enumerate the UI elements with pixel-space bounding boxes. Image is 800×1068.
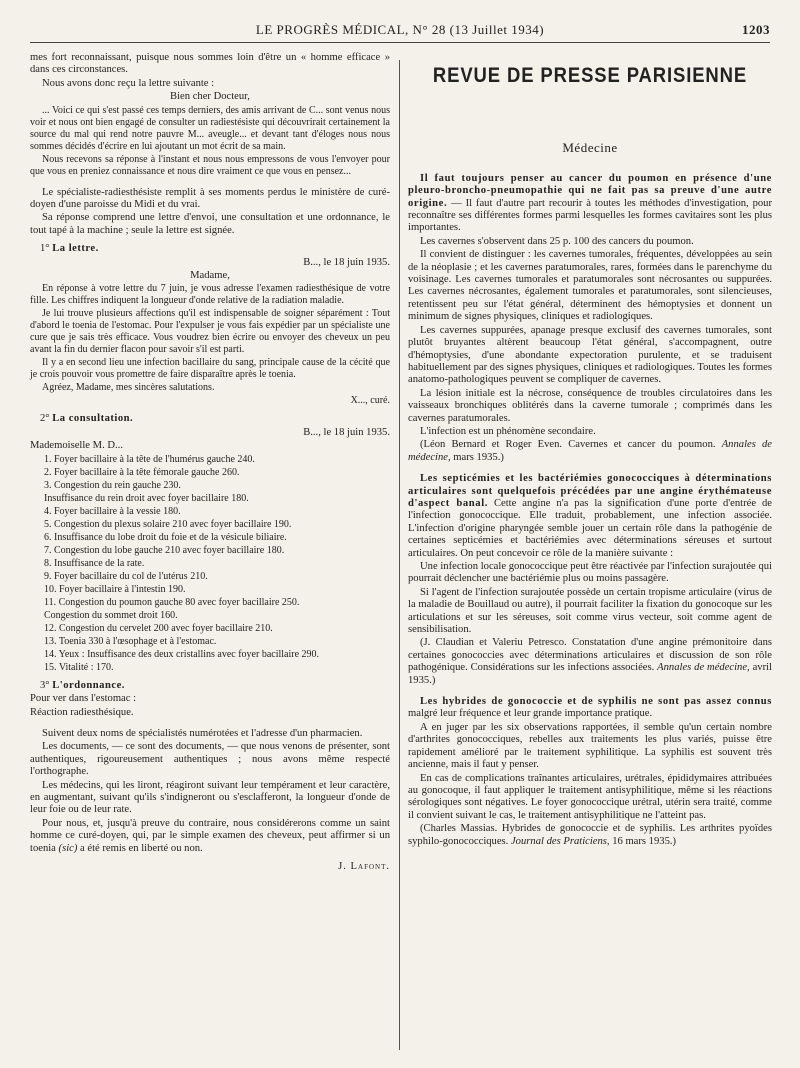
- addressee: Mademoiselle M. D...: [30, 440, 123, 452]
- paragraph: L'infection est un phénomène secondaire.: [420, 425, 596, 437]
- section-heading: [30, 243, 390, 255]
- paragraph: mes fort reconnaissant, puisque nous sommes loin d'être un « homme efficace » dans ces circonstances.: [30, 52, 390, 76]
- list-item: 15. Vitalité : 170.: [44, 661, 114, 673]
- running-header: [30, 20, 770, 43]
- prescription-line: Pour ver dans l'estomac :: [30, 693, 137, 705]
- list-item: 11. Congestion du poumon gauche 80 avec foyer bacillaire 250.: [44, 596, 300, 608]
- running-title: LE PROGRÈS MÉDICAL, N° 28 (13 Juillet 1934): [255, 22, 545, 37]
- list-item: 14. Yeux : Insuffisance des deux cristallins avec foyer bacillaire 290.: [44, 648, 320, 660]
- section-heading: [30, 413, 390, 425]
- right-column: [408, 52, 772, 849]
- letter-paragraph: Je lui trouve plusieurs affections qu'il est indispensable de soigner séparément : Tout d'abord le toenia de l'estomac. Pour l'expulser je vous fais expédier par un spécialiste une cure que je sais très efficace. Vous voudrez bien écrire ou envoyer des cheveux un peu avant la fin du dernier flacon pour savoir s'il est parti.: [30, 308, 390, 356]
- letter-salutation: Bien cher Docteur,: [170, 91, 250, 103]
- list-item: 3. Congestion du rein gauche 230.: [44, 479, 181, 491]
- list-item: 9. Foyer bacillaire du col de l'utérus 210.: [44, 570, 208, 582]
- prescription-line: Réaction radiesthésique.: [30, 706, 134, 718]
- article-title: Les septicémies et les bactériémies gonococciques à déterminations articulaires sont quelquefois précédées par une angine érythémateuse d'aspect banal.: [408, 473, 772, 509]
- letter-closing: Agréez, Madame, mes sincères salutations.: [42, 382, 215, 394]
- article-title: Il faut toujours penser au cancer du poumon en présence d'une pleuro-broncho-pneumopathie qui ne fait pas sa preuve d'une autre origine.: [408, 172, 772, 209]
- paragraph: Nous avons donc reçu la lettre suivante :: [42, 77, 215, 89]
- section-number: 2°: [40, 413, 50, 425]
- sic-note: (sic): [58, 842, 78, 854]
- letter-paragraph: ... Voici ce qui s'est passé ces temps derniers, des amis arrivant de C... sont venus nous voir et nous ont bien engagé de consulter un radiestésiste qui découvrirait certainement la source du mal qui rend notre pauvre M... aveugle... et devant tant d'éloges nous nous sommes décidés d'écrire en lui ajoutant un mot écrit de sa main.: [30, 104, 390, 152]
- paragraph: Les cavernes s'observent dans 25 p. 100 des cancers du poumon.: [420, 235, 694, 247]
- list-item: Congestion du sommet droit 160.: [44, 609, 178, 621]
- paragraph: A en juger par les six observations rapportées, il semble qu'un certain nombre d'arthrites gonococciques, rebelles aux traitements les plus variés, puisse être rapidement amélioré par le traitement syphilitique. La syphilis est souvent très ancienne, mais il faut y penser.: [408, 721, 772, 771]
- article: Les septicémies et les bactériémies gonococciques à déterminations articulaires sont quelquefois précédées par une angine érythémateuse d'aspect banal. Cette angine n'a pas la signification d'une porte d'entrée de l'infection gonococcique. Elle traduit, probablement, une infection associée. L'infection d'origine pharyngée semble jouer un certain rôle dans la pathogénie de certaines septicémies et bactériémies avec déterminations séreuses et surtout articulaires. On peut concevoir ce rôle de la manière suivante :: [408, 473, 772, 559]
- list-item: 8. Insuffisance de la rate.: [44, 557, 145, 569]
- list-item: 6. Insuffisance du lobe droit du foie et de la vésicule biliaire.: [44, 531, 287, 543]
- page-number: 1203: [742, 22, 770, 37]
- paragraph: Les documents, — ce sont des documents, — que nous venons de présenter, sont authentiques, rigoureusement authentiques ; nous avons même respecté l'orthographe.: [30, 741, 390, 778]
- list-item: 10. Foyer bacillaire à l'intestin 190.: [44, 583, 186, 595]
- section-heading: [30, 680, 390, 692]
- dateline: B..., le 18 juin 1935.: [303, 256, 390, 268]
- letter-salutation: Madame,: [190, 270, 230, 282]
- reference: (Léon Bernard et Roger Even. Cavernes et cancer du poumon. Annales de médecine, mars 1935.): [408, 439, 772, 463]
- list-item: 5. Congestion du plexus solaire 210 avec foyer bacillaire 190.: [44, 518, 292, 530]
- article: Il faut toujours penser au cancer du poumon en présence d'une pleuro-broncho-pneumopathie qui ne fait pas sa preuve d'une autre origine. — Il faut d'autre part recourir à toutes les méthodes d'investigation, pour reconnaître ses différentes formes parmi lesquelles les formes cavitaires sont les plus importantes.: [408, 172, 772, 234]
- column-divider: [399, 60, 400, 1050]
- paragraph: Sa réponse comprend une lettre d'envoi, une consultation et une ordonnance, le tout tapé à la machine ; seule la lettre est signée.: [30, 212, 390, 236]
- paragraph: Les médecins, qui les liront, réagiront suivant leur tempérament et leur caractère, en augmentant, suivant qu'ils s'indigneront ou s'esclafferont, la longueur d'onde de leur foie ou de leur rate.: [30, 779, 390, 816]
- letter-signature: X..., curé.: [350, 395, 390, 407]
- list-item: 2. Foyer bacillaire à la tête fémorale gauche 260.: [44, 466, 240, 478]
- list-item: 13. Toenia 330 à l'œsophage et à l'estomac.: [44, 635, 217, 647]
- paragraph: Les cavernes suppurées, apanage presque exclusif des cavernes tumorales, sont plutôt bruyantes altèrent beaucoup l'état général, s'accompagnent, outre d'hémoptysies, d'une abondante expectoration purulente, et se traduisent habituellement par des signes physiques, cliniques et radiologiques. Toutes les formes anatomo-pathologiques peuvent se compliquer de cavernes.: [408, 324, 772, 386]
- paragraph: En cas de complications traînantes articulaires, urétrales, épididymaires attribuées au gonocoque, il faut appliquer le traitement antisyphilitique, même si les réactions sérologiques sont négatives. Le foyer gonococcique urétral, utérin sera traité, comme il convient suivant le cas, le traitement antisyphilitique ne l'atteint pas.: [408, 772, 772, 821]
- section-title: La lettre.: [52, 243, 99, 255]
- section-number: 3°: [40, 679, 50, 691]
- paragraph: Le spécialiste-radiesthésiste remplit à ses moments perdus le ministère de curé-doyen d'une paroisse du Midi et du vrai.: [30, 186, 390, 211]
- paragraph: La lésion initiale est la nécrose, conséquence de troubles circulatoires dans les vaisseaux bronchiques oblitérés dans la caverne tumorale ; comprimés dans les cavernes paratumorales.: [408, 387, 772, 424]
- left-column: [30, 52, 390, 874]
- list-item: 7. Congestion du lobe gauche 210 avec foyer bacillaire 180.: [44, 544, 285, 556]
- letter-paragraph: Nous recevons sa réponse à l'instant et nous nous empressons de vous l'envoyer pour que vous en preniez connaissance et nous dire vraiment ce que vous en pensez...: [30, 153, 390, 177]
- list-item: 12. Congestion du cervelet 200 avec foyer bacillaire 210.: [44, 622, 273, 634]
- paragraph: Si l'agent de l'infection surajoutée possède un certain tropisme articulaire (virus de la maladie de Bouillaud ou autre), il pourrait faciliter la fixation du gonocoque sur les articulations et sur les séreuses, soit comme virus vecteur, soit comme agent de sensibilisation.: [408, 586, 772, 636]
- paragraph: Suivent deux noms de spécialistés numérotées et l'adresse d'un pharmacien.: [42, 727, 363, 739]
- paragraph: Pour nous, et, jusqu'à preuve du contraire, nous considérerons comme un saint homme ce curé-doyen, qui, par le simple examen des cheveux, peut affirmer si un toenia (sic) a été remis en liberté ou non.: [30, 817, 390, 854]
- letter-paragraph: En réponse à votre lettre du 7 juin, je vous adresse l'examen radiesthésique de votre fille. Les chiffres indiquent la longueur d'onde relative de la radiation maladie.: [30, 283, 390, 307]
- section-title: La consultation.: [52, 413, 134, 425]
- list-item: 1. Foyer bacillaire à la tête de l'humérus gauche 240.: [44, 453, 255, 465]
- section-number: 1°: [40, 243, 50, 255]
- dateline: B..., le 18 juin 1935.: [303, 426, 390, 438]
- list-item: 4. Foyer bacillaire à la vessie 180.: [44, 505, 181, 517]
- paragraph: Une infection locale gonococcique peut être réactivée par l'infection surajoutée qui pourrait déclencher une bactériémie plus ou moins passagère.: [408, 561, 772, 585]
- author-signature: J. Lafont.: [338, 860, 390, 872]
- letter-paragraph: Il y a en second lieu une infection bacillaire du sang, principale cause de la cécité que je crois pouvoir vous promettre de faire disparaître après le toenia.: [30, 357, 390, 381]
- reference: (J. Claudian et Valeriu Petresco. Constatation d'une angine prémonitoire dans certaines gonococcies avec déterminations articulaires et discussion de son rôle pathogénique. Considérations sur les infections associées. Annales de médecine, avril 1935.): [408, 637, 772, 686]
- article-title: Les hybrides de gonococcie et de syphilis ne sont pas assez connus: [420, 696, 772, 708]
- section-title: REVUE DE PRESSE PARISIENNE: [432, 64, 748, 87]
- consultation-list: [30, 454, 390, 674]
- reference: (Charles Massias. Hybrides de gonococcie et de syphilis. Les arthrites pyoïdes syphilo-gonococciques. Journal des Praticiens, 16 mars 1935.): [408, 823, 772, 847]
- article: Les hybrides de gonococcie et de syphilis ne sont pas assez connus malgré leur fréquence et leur grande importance pratique.: [408, 696, 772, 720]
- section-title: L'ordonnance.: [52, 679, 125, 691]
- list-item: Insuffisance du rein droit avec foyer bacillaire 180.: [44, 492, 249, 504]
- paragraph: Il convient de distinguer : les cavernes tumorales, fréquentes, développées au sein de la néoplasie ; et les cavernes paratumorales, rares, formées dans le parenchyme du voisinage. Les cavernes tumorales et paratumorales sont nécrosantes ou suppurées. Les cavernes nécrosantes, également tumorales et paratumorales, sont silencieuses, retentissent peu sur l'état général, déterminent des hémoptysies et donnent un minimum de signes physiques, cliniques et radiologiques.: [408, 249, 772, 323]
- rubric-title: Médecine: [562, 140, 618, 156]
